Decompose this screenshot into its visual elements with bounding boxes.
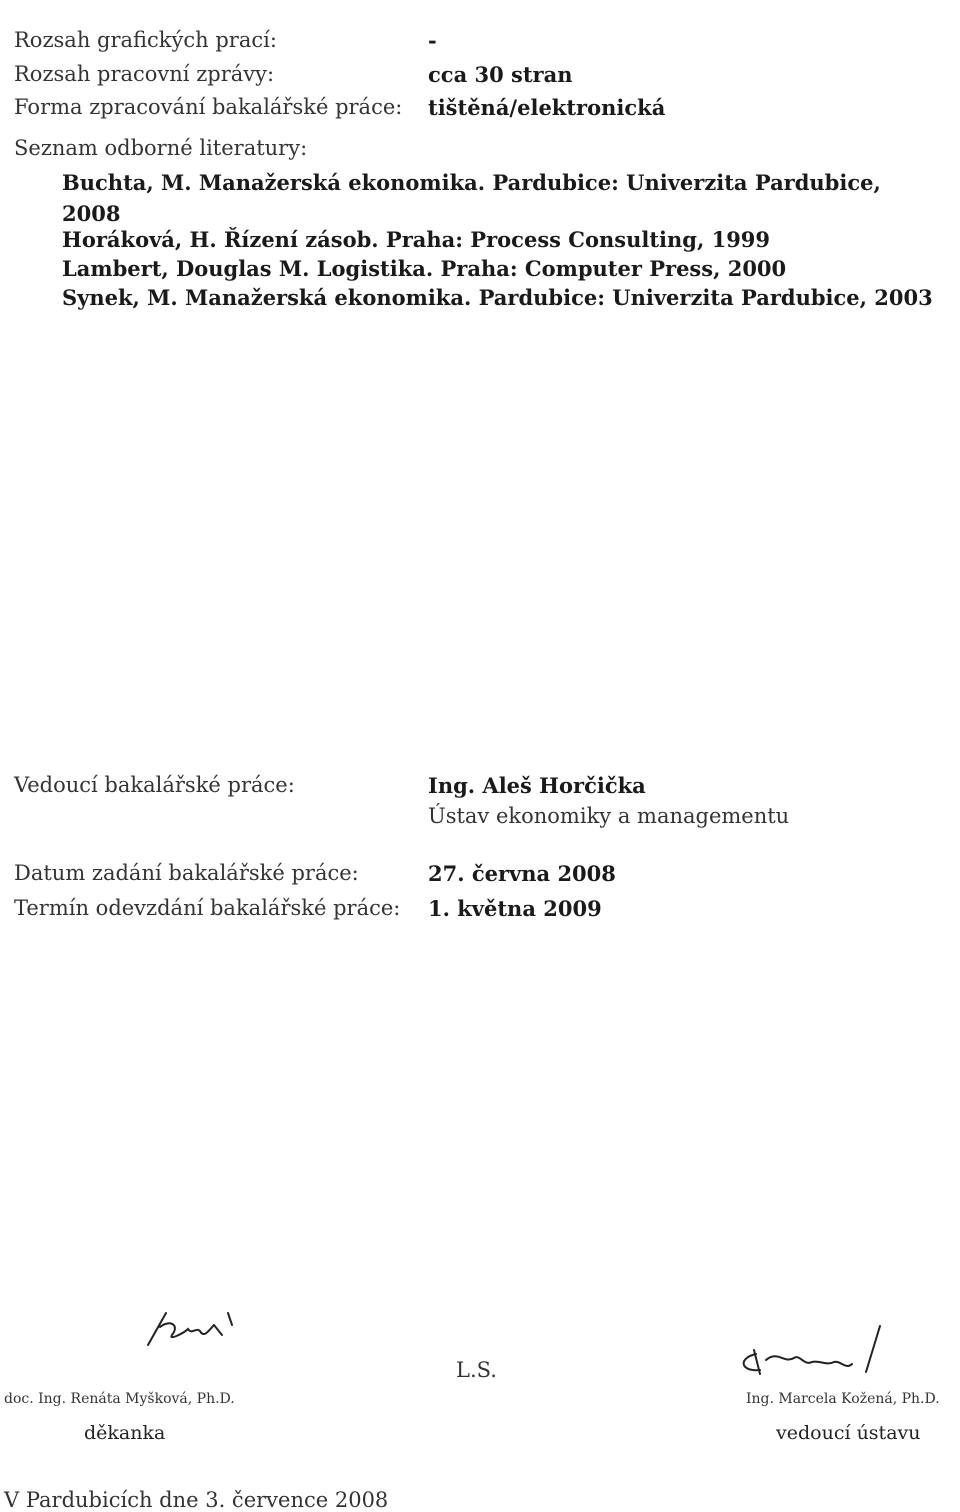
report-scope-value: cca 30 stran <box>428 62 573 87</box>
literature-item: Lambert, Douglas M. Logistika. Praha: Computer Press, 2000 <box>62 256 787 281</box>
literature-item: Synek, M. Manažerská ekonomika. Pardubice: Univerzita Pardubice, 2003 <box>62 285 933 310</box>
supervisor-label: Vedoucí bakalářské práce: <box>14 773 295 797</box>
place-date: V Pardubicích dne 3. července 2008 <box>4 1488 389 1512</box>
literature-item: Buchta, M. Manažerská ekonomika. Pardubice: Univerzita Pardubice, <box>62 170 881 195</box>
dean-signature <box>140 1305 250 1355</box>
head-name: Ing. Marcela Kožená, Ph.D. <box>746 1391 940 1407</box>
report-scope-label: Rozsah pracovní zprávy: <box>14 62 275 86</box>
supervisor-department: Ústav ekonomiky a managementu <box>428 804 790 828</box>
form-value: tištěná/elektronická <box>428 95 666 120</box>
literature-item: 2008 <box>62 201 121 226</box>
seal-placeholder: L.S. <box>456 1358 497 1382</box>
literature-label: Seznam odborné literatury: <box>14 136 308 160</box>
graphics-scope-label: Rozsah grafických prací: <box>14 28 277 52</box>
assigned-date-label: Datum zadání bakalářské práce: <box>14 861 359 885</box>
head-signature <box>730 1320 900 1390</box>
head-role: vedoucí ústavu <box>776 1422 921 1444</box>
dean-name: doc. Ing. Renáta Myšková, Ph.D. <box>4 1391 235 1407</box>
form-label: Forma zpracování bakalářské práce: <box>14 95 403 119</box>
deadline-value: 1. května 2009 <box>428 896 602 921</box>
dean-role: děkanka <box>84 1422 166 1444</box>
deadline-label: Termín odevzdání bakalářské práce: <box>14 896 401 920</box>
supervisor-name: Ing. Aleš Horčička <box>428 773 646 798</box>
assigned-date-value: 27. června 2008 <box>428 861 616 886</box>
literature-item: Horáková, H. Řízení zásob. Praha: Process Consulting, 1999 <box>62 227 771 252</box>
graphics-scope-value: - <box>428 28 437 53</box>
